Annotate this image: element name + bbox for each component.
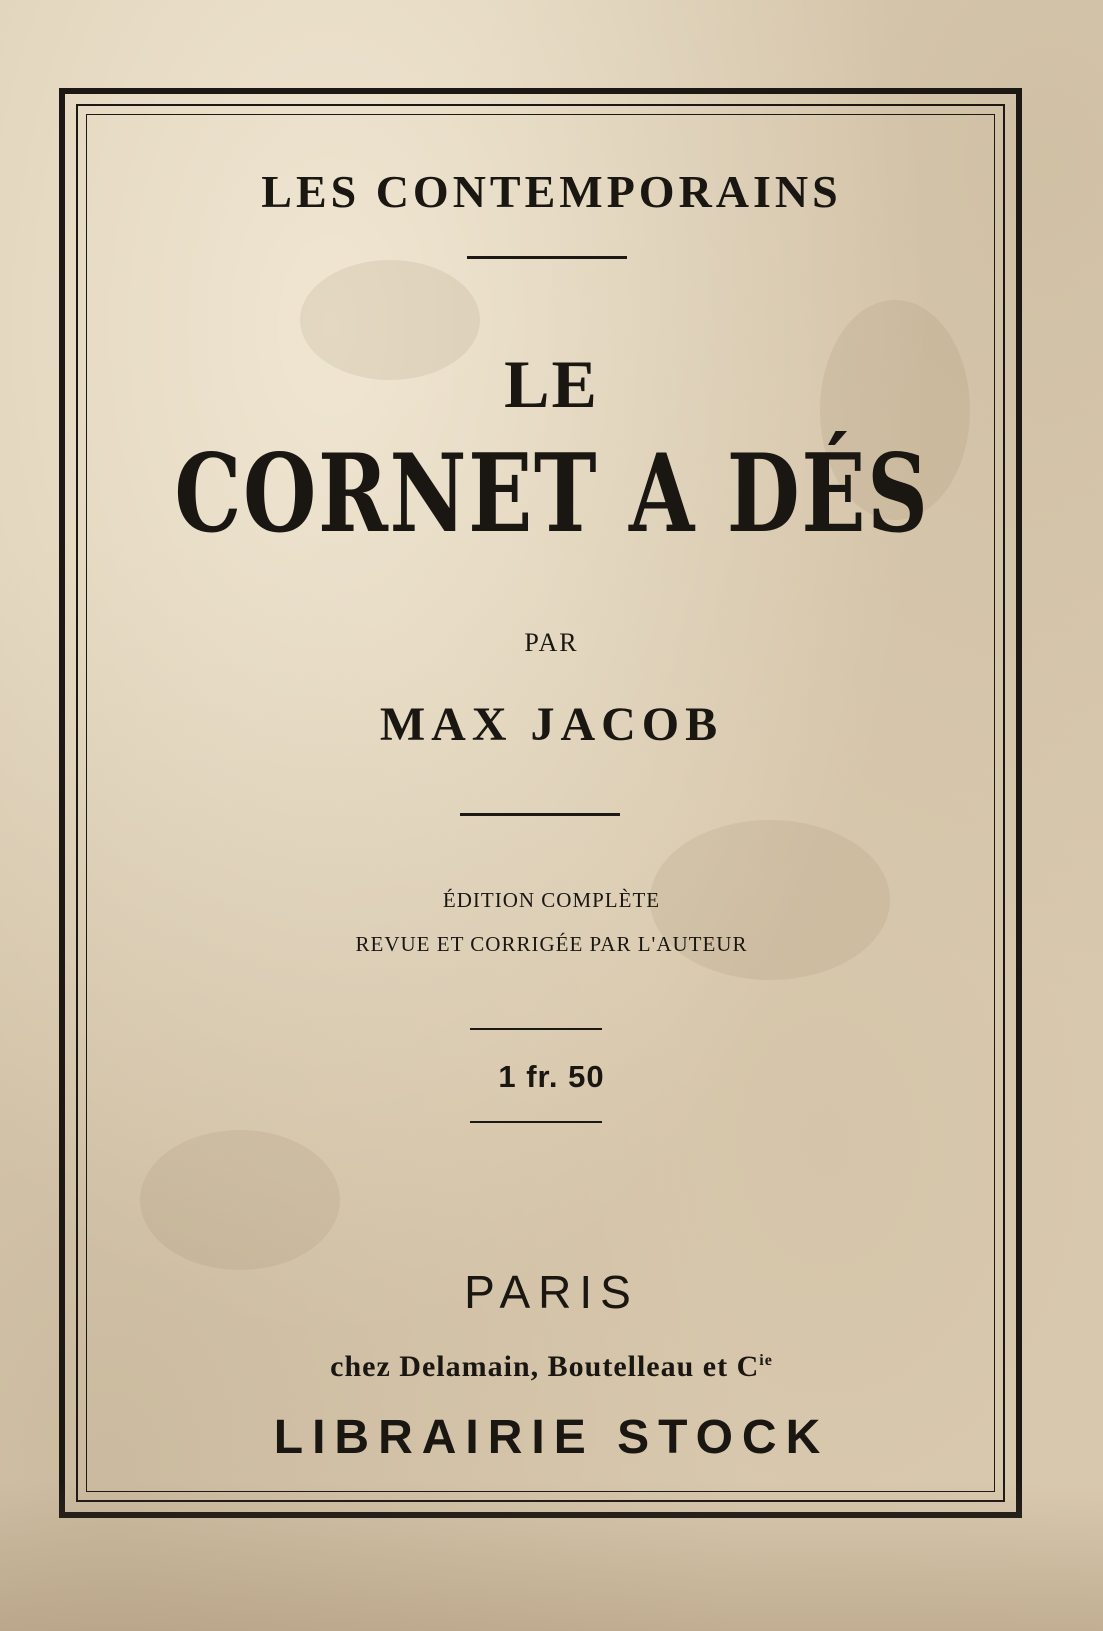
price-rule-bottom (470, 1121, 602, 1123)
series-name: LES CONTEMPORAINS (261, 166, 842, 217)
publication-city: PARIS (464, 1266, 639, 1318)
edition-line-1: ÉDITION COMPLÈTE (442, 888, 661, 912)
publisher-suffix: ie (759, 1352, 773, 1369)
by-line: PAR (524, 628, 579, 657)
worn-bottom-edge (0, 1481, 1103, 1631)
title-article: LE (504, 346, 599, 422)
price: 1 fr. 50 (498, 1059, 605, 1094)
divider-rule (460, 813, 620, 816)
author-name: MAX JACOB (379, 698, 724, 751)
edition-line-2: REVUE ET CORRIGÉE PAR L'AUTEUR (355, 932, 748, 956)
publisher-name: chez Delamain, Boutelleau et C (330, 1350, 760, 1383)
book-title: CORNET A DÉS (173, 431, 930, 557)
imprint-name: LIBRAIRIE STOCK (273, 1411, 830, 1464)
divider-rule (467, 256, 627, 259)
price-rule-top (470, 1028, 602, 1030)
publisher-line (330, 1350, 773, 1384)
